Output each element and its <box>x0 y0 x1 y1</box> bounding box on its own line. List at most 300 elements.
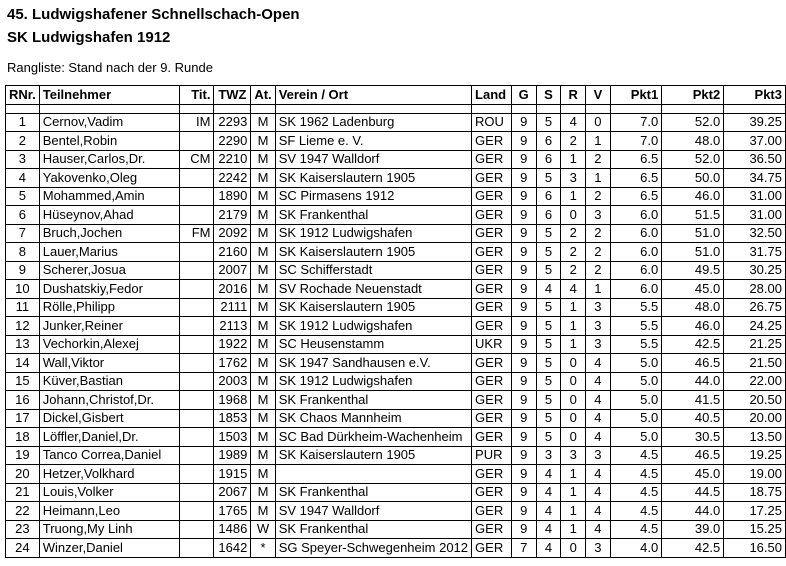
cell-pkt2: 48.0 <box>662 298 724 317</box>
cell-s: 5 <box>536 224 561 243</box>
cell-v: 4 <box>586 502 611 521</box>
cell-r: 0 <box>561 391 586 410</box>
cell-title <box>179 391 214 410</box>
cell-twz: 2113 <box>214 317 251 336</box>
cell-pkt3: 19.25 <box>724 446 786 465</box>
cell-v: 3 <box>586 206 611 225</box>
cell-at: M <box>251 354 275 373</box>
table-row <box>6 539 786 558</box>
tournament-title: 45. Ludwigshafener Schnellschach-Open <box>7 6 300 23</box>
cell-s: 4 <box>536 539 561 558</box>
cell-s: 4 <box>536 483 561 502</box>
cell-land: PUR <box>472 446 512 465</box>
cell-pkt1: 7.0 <box>610 113 662 132</box>
table-row <box>6 280 786 299</box>
cell-v: 2 <box>586 150 611 169</box>
cell-title <box>179 243 214 262</box>
cell-pkt3: 28.00 <box>724 280 786 299</box>
cell-club: SV Rochade Neuenstadt <box>275 280 471 299</box>
cell-twz: 2293 <box>214 113 251 132</box>
table-row <box>6 132 786 151</box>
cell-land: GER <box>472 409 512 428</box>
cell-at: M <box>251 428 275 447</box>
col-header-r: R <box>561 86 586 105</box>
cell-title <box>179 354 214 373</box>
cell-pkt3: 37.00 <box>724 132 786 151</box>
cell-s: 5 <box>536 113 561 132</box>
cell-rank: 20 <box>6 465 40 484</box>
cell-r: 0 <box>561 372 586 391</box>
cell-pkt2: 44.5 <box>662 483 724 502</box>
cell-at: M <box>251 224 275 243</box>
cell-v: 1 <box>586 132 611 151</box>
cell-r: 3 <box>561 446 586 465</box>
cell-v: 4 <box>586 391 611 410</box>
cell-at: M <box>251 483 275 502</box>
col-header-at: At. <box>251 86 275 105</box>
cell-pkt2: 49.5 <box>662 261 724 280</box>
table-row <box>6 206 786 225</box>
col-header-g: G <box>511 86 536 105</box>
cell-s: 4 <box>536 502 561 521</box>
cell-pkt1: 4.5 <box>610 465 662 484</box>
cell-title <box>179 187 214 206</box>
cell-pkt3: 18.75 <box>724 483 786 502</box>
cell-pkt2: 41.5 <box>662 391 724 410</box>
cell-pkt2: 39.0 <box>662 520 724 539</box>
cell-rank: 2 <box>6 132 40 151</box>
cell-v: 3 <box>586 539 611 558</box>
cell-at: M <box>251 187 275 206</box>
cell-s: 4 <box>536 280 561 299</box>
cell-name: Truong,My Linh <box>39 520 179 539</box>
cell-at: M <box>251 243 275 262</box>
cell-g: 9 <box>511 391 536 410</box>
cell-rank: 1 <box>6 113 40 132</box>
cell-g: 9 <box>511 372 536 391</box>
cell-club: SV 1947 Walldorf <box>275 502 471 521</box>
cell-v: 0 <box>586 113 611 132</box>
cell-twz: 1503 <box>214 428 251 447</box>
cell-pkt2: 51.0 <box>662 243 724 262</box>
col-header-v: V <box>586 86 611 105</box>
cell-twz: 2092 <box>214 224 251 243</box>
cell-r: 1 <box>561 483 586 502</box>
cell-pkt3: 30.25 <box>724 261 786 280</box>
cell-land: UKR <box>472 335 512 354</box>
cell-name: Mohammed,Amin <box>39 187 179 206</box>
cell-pkt1: 4.5 <box>610 483 662 502</box>
cell-s: 6 <box>536 187 561 206</box>
table-row <box>6 465 786 484</box>
cell-club: SK Kaiserslautern 1905 <box>275 169 471 188</box>
cell-twz: 1762 <box>214 354 251 373</box>
cell-pkt3: 31.00 <box>724 187 786 206</box>
cell-twz: 1915 <box>214 465 251 484</box>
cell-pkt2: 51.5 <box>662 206 724 225</box>
cell-twz: 1890 <box>214 187 251 206</box>
table-row <box>6 113 786 132</box>
cell-pkt2: 52.0 <box>662 113 724 132</box>
cell-r: 1 <box>561 520 586 539</box>
cell-v: 4 <box>586 465 611 484</box>
cell-pkt1: 4.5 <box>610 446 662 465</box>
cell-club: SC Schifferstadt <box>275 261 471 280</box>
cell-title <box>179 298 214 317</box>
cell-r: 0 <box>561 539 586 558</box>
cell-twz: 2242 <box>214 169 251 188</box>
cell-g: 9 <box>511 354 536 373</box>
cell-pkt2: 46.5 <box>662 354 724 373</box>
cell-club <box>275 465 471 484</box>
cell-land: GER <box>472 391 512 410</box>
cell-pkt2: 45.0 <box>662 280 724 299</box>
cell-title <box>179 502 214 521</box>
cell-title <box>179 483 214 502</box>
cell-pkt2: 44.0 <box>662 372 724 391</box>
cell-pkt3: 17.25 <box>724 502 786 521</box>
cell-twz: 1989 <box>214 446 251 465</box>
cell-title <box>179 132 214 151</box>
cell-rank: 4 <box>6 169 40 188</box>
cell-pkt3: 15.25 <box>724 520 786 539</box>
cell-v: 2 <box>586 224 611 243</box>
cell-pkt3: 32.50 <box>724 224 786 243</box>
cell-g: 9 <box>511 502 536 521</box>
cell-at: M <box>251 206 275 225</box>
cell-s: 5 <box>536 409 561 428</box>
cell-rank: 9 <box>6 261 40 280</box>
cell-g: 9 <box>511 113 536 132</box>
cell-pkt3: 39.25 <box>724 113 786 132</box>
cell-g: 9 <box>511 483 536 502</box>
cell-r: 3 <box>561 169 586 188</box>
cell-pkt1: 7.0 <box>610 132 662 151</box>
cell-club: SC Pirmasens 1912 <box>275 187 471 206</box>
cell-r: 0 <box>561 409 586 428</box>
cell-pkt3: 19.00 <box>724 465 786 484</box>
table-row <box>6 261 786 280</box>
cell-g: 9 <box>511 298 536 317</box>
cell-title: IM <box>179 113 214 132</box>
cell-club: SK 1912 Ludwigshafen <box>275 317 471 336</box>
cell-title <box>179 169 214 188</box>
cell-at: M <box>251 372 275 391</box>
cell-rank: 7 <box>6 224 40 243</box>
cell-rank: 21 <box>6 483 40 502</box>
cell-land: GER <box>472 483 512 502</box>
cell-pkt2: 45.0 <box>662 465 724 484</box>
cell-land: GER <box>472 372 512 391</box>
cell-r: 0 <box>561 206 586 225</box>
cell-club: SC Heusenstamm <box>275 335 471 354</box>
cell-at: M <box>251 132 275 151</box>
cell-s: 5 <box>536 428 561 447</box>
cell-at: M <box>251 298 275 317</box>
cell-g: 9 <box>511 169 536 188</box>
cell-club: SK Kaiserslautern 1905 <box>275 446 471 465</box>
cell-r: 2 <box>561 132 586 151</box>
cell-land: GER <box>472 206 512 225</box>
cell-r: 2 <box>561 224 586 243</box>
cell-land: GER <box>472 465 512 484</box>
cell-rank: 5 <box>6 187 40 206</box>
table-row <box>6 335 786 354</box>
col-header-club: Verein / Ort <box>275 86 471 105</box>
cell-s: 5 <box>536 261 561 280</box>
cell-club: SK Kaiserslautern 1905 <box>275 243 471 262</box>
cell-pkt1: 6.5 <box>610 150 662 169</box>
table-row <box>6 224 786 243</box>
cell-title <box>179 206 214 225</box>
cell-land: GER <box>472 224 512 243</box>
col-header-pkt1: Pkt1 <box>610 86 662 105</box>
cell-rank: 15 <box>6 372 40 391</box>
cell-club: SK Frankenthal <box>275 391 471 410</box>
cell-rank: 17 <box>6 409 40 428</box>
cell-twz: 1642 <box>214 539 251 558</box>
cell-land: GER <box>472 261 512 280</box>
cell-pkt1: 5.5 <box>610 317 662 336</box>
cell-g: 9 <box>511 520 536 539</box>
table-row <box>6 187 786 206</box>
cell-v: 4 <box>586 483 611 502</box>
cell-pkt1: 5.5 <box>610 298 662 317</box>
cell-name: Lauer,Marius <box>39 243 179 262</box>
cell-v: 3 <box>586 446 611 465</box>
cell-s: 6 <box>536 206 561 225</box>
table-row <box>6 428 786 447</box>
cell-v: 2 <box>586 243 611 262</box>
cell-title: FM <box>179 224 214 243</box>
cell-title: CM <box>179 150 214 169</box>
cell-name: Louis,Volker <box>39 483 179 502</box>
cell-s: 4 <box>536 465 561 484</box>
cell-v: 3 <box>586 317 611 336</box>
cell-g: 9 <box>511 261 536 280</box>
cell-r: 4 <box>561 280 586 299</box>
cell-club: SK Frankenthal <box>275 520 471 539</box>
cell-name: Tanco Correa,Daniel <box>39 446 179 465</box>
cell-at: * <box>251 539 275 558</box>
table-row <box>6 317 786 336</box>
cell-at: M <box>251 150 275 169</box>
cell-r: 0 <box>561 428 586 447</box>
cell-twz: 2160 <box>214 243 251 262</box>
cell-land: GER <box>472 298 512 317</box>
cell-pkt2: 48.0 <box>662 132 724 151</box>
cell-v: 4 <box>586 409 611 428</box>
cell-at: M <box>251 113 275 132</box>
cell-rank: 10 <box>6 280 40 299</box>
cell-twz: 1922 <box>214 335 251 354</box>
cell-rank: 6 <box>6 206 40 225</box>
cell-name: Yakovenko,Oleg <box>39 169 179 188</box>
cell-pkt1: 6.0 <box>610 243 662 262</box>
cell-pkt3: 16.50 <box>724 539 786 558</box>
cell-s: 5 <box>536 354 561 373</box>
col-header-land: Land <box>472 86 512 105</box>
cell-land: GER <box>472 502 512 521</box>
cell-v: 4 <box>586 372 611 391</box>
cell-land: GER <box>472 150 512 169</box>
cell-name: Dushatskiy,Fedor <box>39 280 179 299</box>
cell-rank: 14 <box>6 354 40 373</box>
cell-pkt3: 21.50 <box>724 354 786 373</box>
cell-title <box>179 372 214 391</box>
cell-pkt1: 4.0 <box>610 539 662 558</box>
cell-s: 5 <box>536 372 561 391</box>
cell-land: ROU <box>472 113 512 132</box>
col-header-pkt2: Pkt2 <box>662 86 724 105</box>
cell-club: SF Lieme e. V. <box>275 132 471 151</box>
cell-club: SK 1962 Ladenburg <box>275 113 471 132</box>
cell-pkt1: 5.0 <box>610 372 662 391</box>
cell-land: GER <box>472 539 512 558</box>
cell-pkt1: 6.5 <box>610 187 662 206</box>
cell-twz: 2179 <box>214 206 251 225</box>
cell-club: SK Kaiserslautern 1905 <box>275 298 471 317</box>
cell-g: 9 <box>511 187 536 206</box>
cell-name: Hüseynov,Ahad <box>39 206 179 225</box>
cell-land: GER <box>472 187 512 206</box>
standings-subtitle: Rangliste: Stand nach der 9. Runde <box>7 60 213 75</box>
cell-rank: 13 <box>6 335 40 354</box>
cell-title <box>179 520 214 539</box>
cell-twz: 2111 <box>214 298 251 317</box>
cell-pkt1: 4.5 <box>610 520 662 539</box>
cell-r: 1 <box>561 335 586 354</box>
cell-pkt1: 5.0 <box>610 428 662 447</box>
cell-at: W <box>251 520 275 539</box>
cell-s: 5 <box>536 169 561 188</box>
cell-pkt1: 6.5 <box>610 169 662 188</box>
cell-club: SG Speyer-Schwegenheim 2012 <box>275 539 471 558</box>
cell-at: M <box>251 465 275 484</box>
cell-twz: 2290 <box>214 132 251 151</box>
cell-at: M <box>251 261 275 280</box>
cell-r: 1 <box>561 317 586 336</box>
cell-pkt3: 22.00 <box>724 372 786 391</box>
cell-land: GER <box>472 280 512 299</box>
table-row <box>6 150 786 169</box>
cell-g: 9 <box>511 465 536 484</box>
cell-name: Hetzer,Volkhard <box>39 465 179 484</box>
cell-pkt1: 6.0 <box>610 224 662 243</box>
cell-s: 6 <box>536 150 561 169</box>
table-row <box>6 483 786 502</box>
cell-at: M <box>251 391 275 410</box>
cell-title <box>179 465 214 484</box>
cell-name: Hauser,Carlos,Dr. <box>39 150 179 169</box>
cell-title <box>179 539 214 558</box>
cell-land: GER <box>472 317 512 336</box>
cell-club: SK 1912 Ludwigshafen <box>275 372 471 391</box>
organizer-title: SK Ludwigshafen 1912 <box>7 29 171 46</box>
table-row <box>6 354 786 373</box>
cell-twz: 2210 <box>214 150 251 169</box>
cell-twz: 1486 <box>214 520 251 539</box>
col-header-s: S <box>536 86 561 105</box>
cell-name: Scherer,Josua <box>39 261 179 280</box>
cell-twz: 2016 <box>214 280 251 299</box>
cell-title <box>179 261 214 280</box>
cell-at: M <box>251 409 275 428</box>
cell-club: SK 1912 Ludwigshafen <box>275 224 471 243</box>
cell-name: Bruch,Jochen <box>39 224 179 243</box>
cell-twz: 2007 <box>214 261 251 280</box>
cell-rank: 24 <box>6 539 40 558</box>
cell-pkt2: 46.5 <box>662 446 724 465</box>
cell-name: Rölle,Philipp <box>39 298 179 317</box>
cell-pkt3: 31.75 <box>724 243 786 262</box>
cell-pkt3: 24.25 <box>724 317 786 336</box>
cell-twz: 2003 <box>214 372 251 391</box>
cell-pkt1: 6.0 <box>610 261 662 280</box>
cell-name: Heimann,Leo <box>39 502 179 521</box>
cell-r: 1 <box>561 465 586 484</box>
table-row <box>6 372 786 391</box>
cell-v: 1 <box>586 169 611 188</box>
cell-title <box>179 317 214 336</box>
cell-land: GER <box>472 354 512 373</box>
cell-land: GER <box>472 132 512 151</box>
cell-pkt1: 5.5 <box>610 335 662 354</box>
cell-pkt3: 34.75 <box>724 169 786 188</box>
cell-pkt1: 6.0 <box>610 206 662 225</box>
cell-title <box>179 335 214 354</box>
cell-at: M <box>251 317 275 336</box>
table-row <box>6 520 786 539</box>
cell-pkt3: 31.00 <box>724 206 786 225</box>
col-header-rnr: RNr. <box>6 86 40 105</box>
cell-club: SV 1947 Walldorf <box>275 150 471 169</box>
cell-s: 5 <box>536 298 561 317</box>
cell-pkt1: 4.5 <box>610 502 662 521</box>
cell-title <box>179 280 214 299</box>
cell-pkt2: 42.5 <box>662 335 724 354</box>
cell-club: SK Frankenthal <box>275 483 471 502</box>
col-header-twz: TWZ <box>214 86 251 105</box>
cell-g: 9 <box>511 335 536 354</box>
cell-r: 4 <box>561 113 586 132</box>
cell-g: 9 <box>511 243 536 262</box>
cell-s: 5 <box>536 335 561 354</box>
cell-r: 2 <box>561 243 586 262</box>
cell-v: 4 <box>586 428 611 447</box>
cell-r: 0 <box>561 354 586 373</box>
cell-pkt2: 40.5 <box>662 409 724 428</box>
cell-r: 1 <box>561 150 586 169</box>
cell-pkt2: 30.5 <box>662 428 724 447</box>
cell-name: Johann,Christof,Dr. <box>39 391 179 410</box>
cell-rank: 11 <box>6 298 40 317</box>
col-header-pkt3: Pkt3 <box>724 86 786 105</box>
cell-rank: 18 <box>6 428 40 447</box>
cell-club: SC Bad Dürkheim-Wachenheim <box>275 428 471 447</box>
cell-name: Löffler,Daniel,Dr. <box>39 428 179 447</box>
cell-s: 3 <box>536 446 561 465</box>
cell-title <box>179 446 214 465</box>
cell-pkt1: 5.0 <box>610 354 662 373</box>
cell-name: Winzer,Daniel <box>39 539 179 558</box>
cell-v: 2 <box>586 187 611 206</box>
cell-rank: 19 <box>6 446 40 465</box>
cell-rank: 22 <box>6 502 40 521</box>
cell-pkt3: 20.50 <box>724 391 786 410</box>
table-row <box>6 409 786 428</box>
cell-rank: 12 <box>6 317 40 336</box>
